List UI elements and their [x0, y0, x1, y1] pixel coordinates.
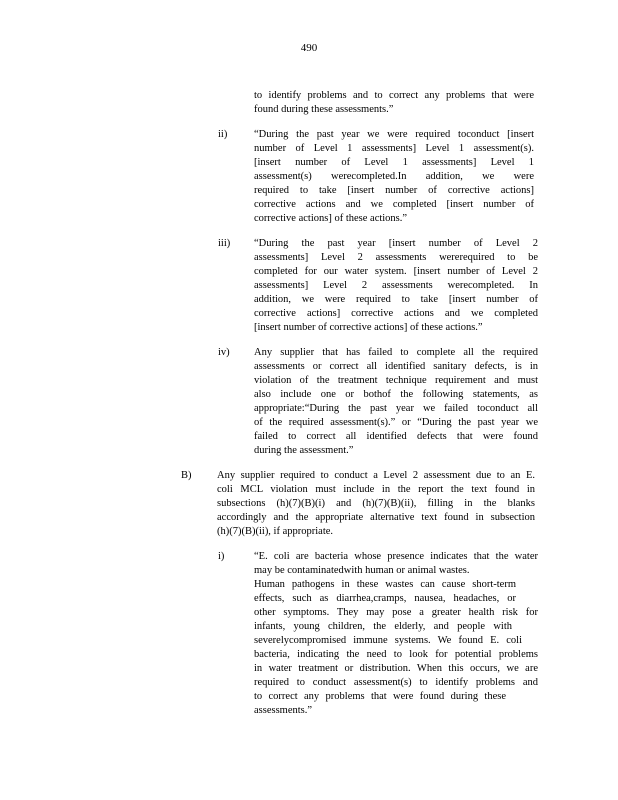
- item-marker-i: i): [218, 551, 225, 562]
- text-line: Any supplier required to conduct a Level 2 assessment due to an E.: [217, 470, 535, 481]
- text-line: during the assessment.”: [254, 445, 354, 456]
- text-line: subsections (h)(7)(B)(i) and (h)(7)(B)(ii), filling in the blanks: [217, 498, 535, 509]
- text-line: corrective actions] of these actions.”: [254, 213, 408, 224]
- text-line: [insert number of Level 1 assessments] Level 1: [254, 157, 534, 168]
- text-line: violation of the treatment technique requirement and must: [254, 375, 538, 386]
- text-line: to correct any problems that were found during these: [254, 691, 506, 702]
- section-b-paragraph: [217, 469, 535, 539]
- text-line: completed for our water system. [insert number of Level 2: [254, 266, 538, 277]
- text-line: addition, we were required to take [insert number of: [254, 294, 538, 305]
- text-line: [insert number of corrective actions] of these actions.”: [254, 322, 483, 333]
- text-line: required to conduct assessment(s) to identify problems and: [254, 677, 538, 688]
- text-line: to identify problems and to correct any problems that were: [254, 90, 534, 101]
- text-line: failed to correct all identified defects that were found: [254, 431, 538, 442]
- text-line: corrective actions] corrective actions and we completed: [254, 308, 538, 319]
- item-marker-iv: iv): [218, 347, 230, 358]
- item-marker-iii: iii): [218, 238, 231, 249]
- text-line: bacteria, indicating the need to look for potential problems: [254, 649, 538, 660]
- section-marker-b: B): [181, 470, 192, 481]
- continuation-paragraph: [254, 89, 534, 117]
- text-line: in water treatment or distribution. When this occurs, we are: [254, 663, 538, 674]
- item-i-paragraph: [254, 550, 538, 718]
- text-line: other symptoms. They may pose a greater health risk for: [254, 607, 538, 618]
- text-line: infants, young children, the elderly, and people with: [254, 621, 512, 632]
- text-line: assessments.”: [254, 705, 313, 716]
- text-line: of the required assessment(s).” or “During the past year we: [254, 417, 538, 428]
- text-line: effects, such as diarrhea,cramps, nausea, headaches, or: [254, 593, 516, 604]
- text-line: assessment(s) werecompleted.In addition, we were: [254, 171, 534, 182]
- text-line: severelycompromised immune systems. We found E. coli: [254, 635, 522, 646]
- text-line: assessments] Level 2 assessments werecompleted. In: [254, 280, 538, 291]
- text-line: accordingly and the appropriate alternative text found in subsection: [217, 512, 535, 523]
- text-line: Any supplier that has failed to complete all the required: [254, 347, 538, 358]
- text-line: assessments] Level 2 assessments wererequired to be: [254, 252, 538, 263]
- text-line: Human pathogens in these wastes can cause short-term: [254, 579, 516, 590]
- page-number: 490: [300, 42, 318, 54]
- text-line: assessments or correct all identified sanitary defects, is in: [254, 361, 538, 372]
- text-line: number of Level 1 assessments] Level 1 assessment(s).: [254, 143, 534, 154]
- text-line: “During the past year we were required toconduct [insert: [254, 129, 534, 140]
- item-iii-paragraph: [254, 237, 538, 335]
- text-line: may be contaminatedwith human or animal wastes.: [254, 565, 470, 576]
- text-line: coli MCL violation must include in the report the text found in: [217, 484, 535, 495]
- item-marker-ii: ii): [218, 129, 228, 140]
- text-line: required to take [insert number of corrective actions]: [254, 185, 534, 196]
- text-line: “During the past year [insert number of Level 2: [254, 238, 538, 249]
- item-ii-paragraph: [254, 128, 534, 226]
- text-line: (h)(7)(B)(ii), if appropriate.: [217, 526, 334, 537]
- text-line: “E. coli are bacteria whose presence indicates that the water: [254, 551, 538, 562]
- item-iv-paragraph: [254, 346, 538, 458]
- text-line: also include one or bothof the following statements, as: [254, 389, 538, 400]
- text-line: found during these assessments.”: [254, 104, 394, 115]
- text-line: appropriate:“During the past year we failed toconduct all: [254, 403, 538, 414]
- text-line: corrective actions and we completed [insert number of: [254, 199, 534, 210]
